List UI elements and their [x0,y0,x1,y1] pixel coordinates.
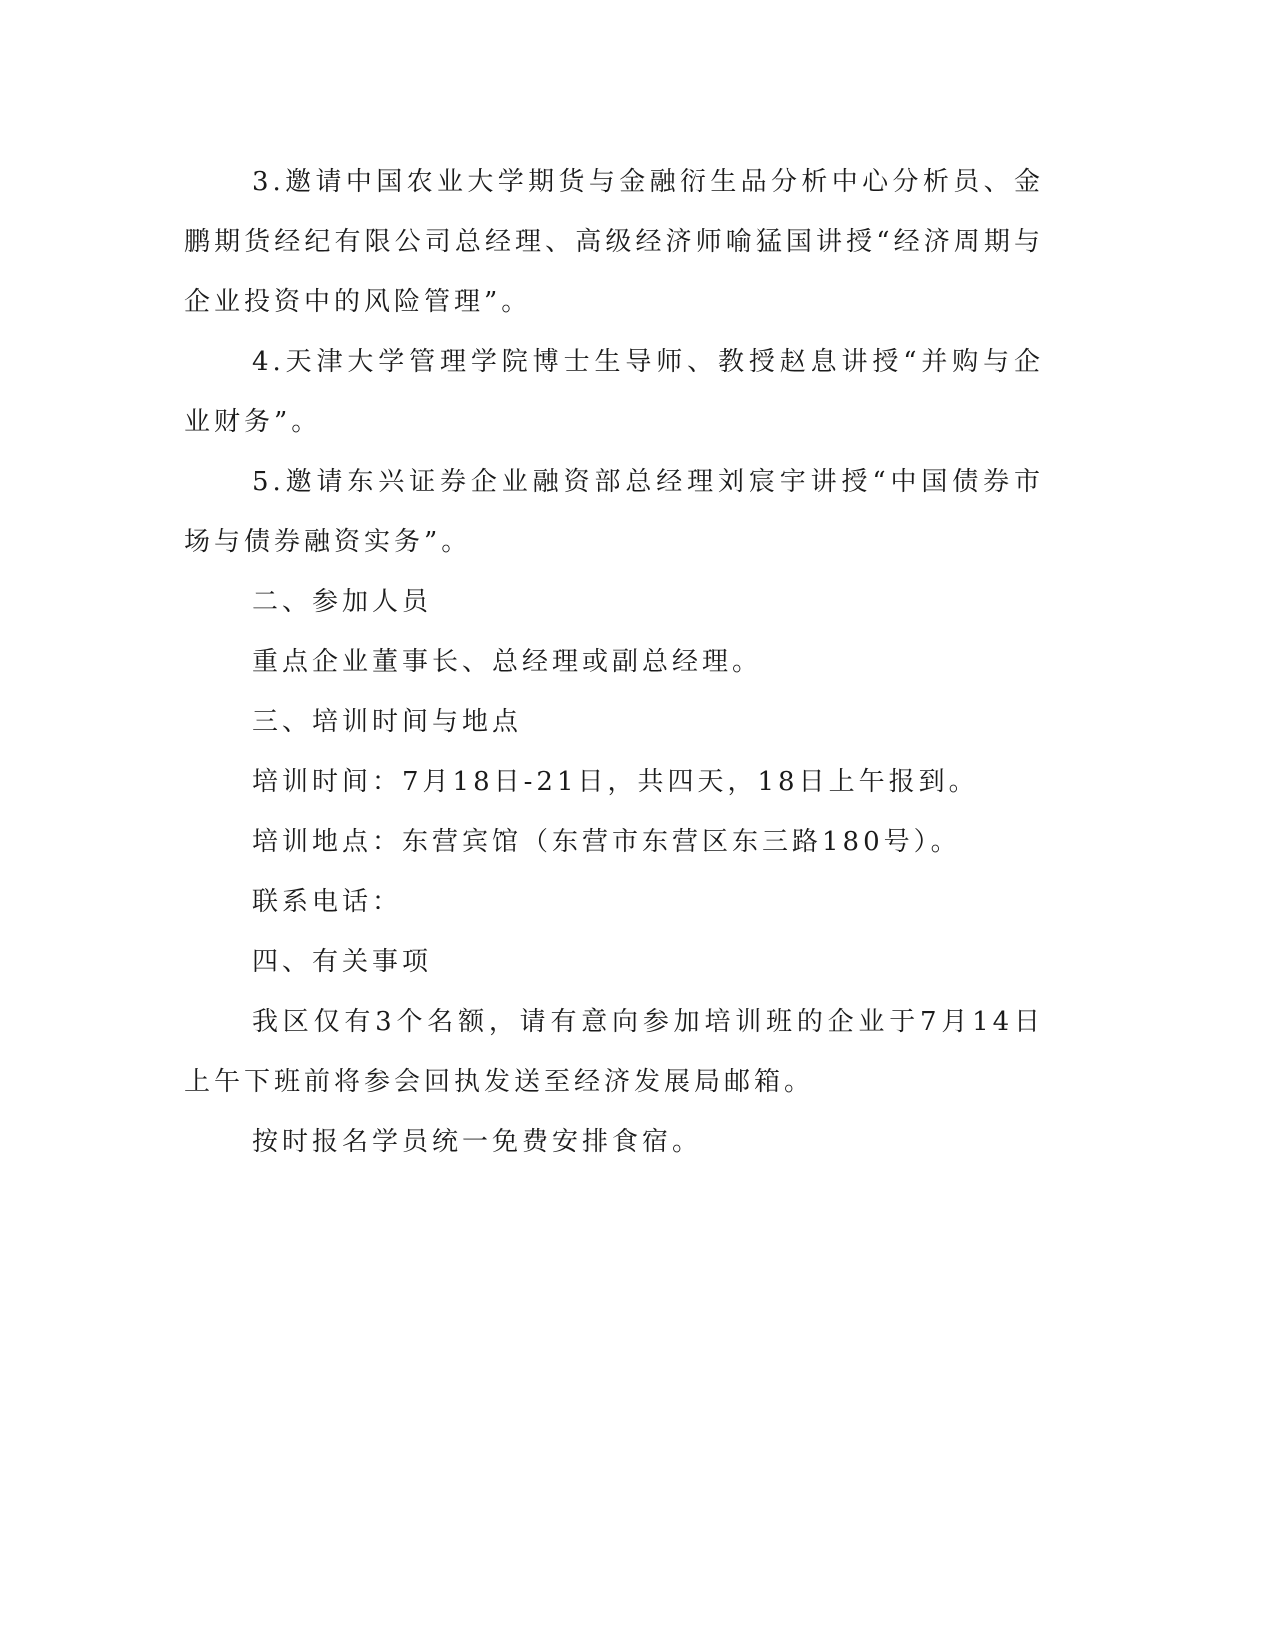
section-heading-matters: 四、有关事项 [252,947,433,977]
section-heading-participants: 二、参加人员 [252,587,433,617]
paragraph-contact-phone: 联系电话： [252,887,403,917]
paragraph-lecture-5: 5.邀请东兴证券企业融资部总经理刘宸宇讲授“中国债券市场与债券融资实务”。 [184,467,1044,557]
paragraph-lecture-4: 4.天津大学管理学院博士生导师、教授赵息讲授“并购与企业财务”。 [184,347,1044,437]
paragraph-quota: 我区仅有3个名额，请有意向参加培训班的企业于7月14日上午下班前将参会回执发送至经济发展局邮箱。 [184,1007,1044,1097]
paragraph-training-location: 培训地点：东营宾馆（东营市东营区东三路180号）。 [252,827,961,857]
paragraph-accommodation: 按时报名学员统一免费安排食宿。 [252,1127,703,1157]
paragraph-training-time: 培训时间：7月18日-21日，共四天，18日上午报到。 [252,767,979,797]
paragraph-participants: 重点企业董事长、总经理或副总经理。 [252,647,763,677]
document-body [184,152,1044,1172]
paragraph-lecture-3: 3.邀请中国农业大学期货与金融衍生品分析中心分析员、金鹏期货经纪有限公司总经理、高级经济师喻猛国讲授“经济周期与企业投资中的风险管理”。 [184,167,1044,317]
section-heading-time-location: 三、培训时间与地点 [252,707,523,737]
